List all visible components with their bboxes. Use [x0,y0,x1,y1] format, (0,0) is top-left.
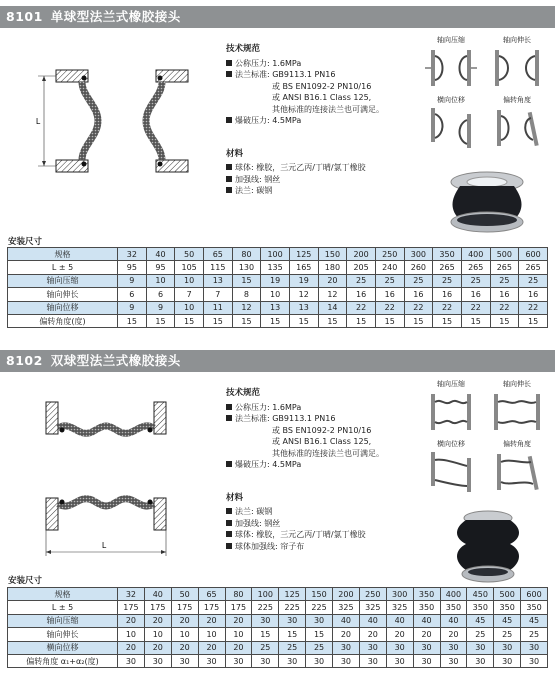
movement-diagrams [420,36,550,236]
table-row: L ± 5 175 175 175 175 175 225 225 225 325 325 325 350 350 350 350 350 [8,601,548,614]
diagram-angular-deflection: 偏转角度 [486,440,548,500]
material-item: 球体加强线: 帘子布 [226,541,416,553]
table-row: L ± 5 95 95 105 115 130 135 165 180 205 240 260 265 265 265 265 [8,261,548,274]
spec-item: 或 ANSI B16.1 Class 125, [272,437,372,446]
table-header-row: 规格 32 40 50 65 80 100 125 150 200 250 300 350 400 450 500 600 [8,588,548,601]
dimension-label: L [36,117,41,126]
diagram-lateral-offset: 横向位移 [420,96,482,156]
table-row: 轴向压缩 9 10 10 13 15 19 19 20 25 25 25 25 25 25 25 [8,274,548,287]
spec-item: 公称压力: 1.6MPa [226,402,416,414]
double-sphere-drawing [16,380,208,570]
specs-heading: 技术规范 [226,388,261,398]
size-title: 安装尺寸 [8,576,43,586]
diagram-lateral-offset: 横向位移 [420,440,482,500]
specs-heading: 技术规范 [226,44,261,54]
product-photo [446,164,528,236]
dimension-label: L [102,541,107,550]
section-title: 双球型法兰式橡胶接头 [50,353,181,368]
section-banner [0,350,555,372]
product-section-8102 [0,344,555,679]
diagram-axial-compression: 轴向压缩 [420,36,482,96]
material-item: 加强线: 钢丝 [226,518,416,530]
movement-diagrams [420,380,550,580]
diagram-angular-deflection: 偏转角度 [486,96,548,156]
table-row: 偏转角度(度) 15 15 15 15 15 15 15 15 15 15 15 15 15 15 15 [8,314,548,327]
single-sphere-drawing [16,36,218,226]
table-row: 轴向伸长 6 6 7 7 8 10 12 12 16 16 16 16 16 16 16 [8,288,548,301]
material-item: 加强线: 钢丝 [226,174,416,186]
section-banner [0,6,555,28]
table-row: 偏转角度 α₁+α₂(度) 30 30 30 30 30 30 30 30 30 30 30 30 30 30 30 30 [8,654,548,667]
product-photo [450,508,526,586]
spec-item: 或 BS EN1092-2 PN10/16 [272,81,372,91]
diagram-axial-compression: 轴向压缩 [420,380,482,440]
table-header-row: 规格 32 40 50 65 80 100 125 150 200 250 300 350 400 500 600 [8,248,548,261]
spec-item: 或 ANSI B16.1 Class 125, [272,93,372,102]
model-number: 8102 [6,353,43,368]
diagram-axial-extension: 轴向伸长 [486,36,548,96]
spec-item: 爆破压力: 4.5MPa [226,115,416,127]
spec-item: 其他标准的连接法兰也可满足。 [272,448,384,458]
spec-item: 法兰标准: GB9113.1 PN16 [226,69,416,81]
model-number: 8101 [6,9,43,24]
size-title: 安装尺寸 [8,237,43,247]
spec-item: 其他标准的连接法兰也可满足。 [272,104,384,114]
table-row: 横向位移 20 20 20 20 20 25 25 25 30 30 30 30 30 30 30 30 [8,641,548,654]
specs-block [226,44,416,197]
spec-item: 爆破压力: 4.5MPa [226,459,416,471]
materials-heading: 材料 [226,492,244,503]
table-row: 轴向压缩 20 20 20 20 20 30 30 30 40 40 40 40 40 45 45 45 [8,614,548,627]
material-item: 球体: 橡胶，三元乙丙/丁晴/氯丁橡胶 [226,529,416,541]
dimension-table [7,587,548,668]
spec-item: 法兰标准: GB9113.1 PN16 [226,413,416,425]
spec-item: 或 BS EN1092-2 PN10/16 [272,425,372,435]
table-row: 轴向伸长 10 10 10 10 10 15 15 15 20 20 20 20 20 25 25 25 [8,628,548,641]
materials-heading: 材料 [226,148,244,159]
diagram-axial-extension: 轴向伸长 [486,380,548,440]
material-item: 法兰: 碳钢 [226,185,416,197]
spec-item: 公称压力: 1.6MPa [226,58,416,70]
material-item: 法兰: 碳钢 [226,506,416,518]
table-row: 轴向位移 9 9 10 11 12 13 13 14 22 22 22 22 22 22 22 [8,301,548,314]
specs-block [226,388,416,552]
section-title: 单球型法兰式橡胶接头 [50,9,181,24]
dimension-table [7,247,548,328]
material-item: 球体: 橡胶，三元乙丙/丁晴/氯丁橡胶 [226,162,416,174]
